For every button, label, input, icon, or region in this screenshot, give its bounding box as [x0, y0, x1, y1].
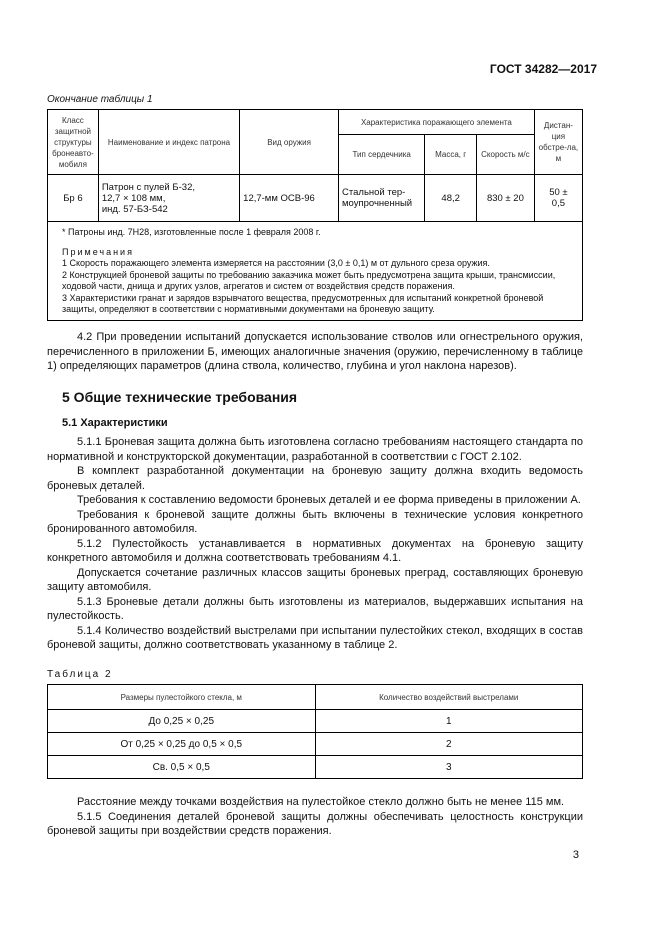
section-title: 5 Общие технические требования — [62, 389, 298, 405]
col-header-weapon: Вид оружия — [240, 110, 339, 175]
paragraph: 5.1.4 Количество воздействий выстрелами при испытании пулестойких стекол, входящих в состав броневой защиты, должно соответствовать указанному в таблице 2. — [47, 624, 583, 651]
cell-name-line: 12,7 × 108 мм, — [101, 192, 166, 204]
page-number: 3 — [572, 849, 579, 861]
cell-count: 1 — [315, 710, 583, 733]
section-body — [47, 435, 583, 653]
closing-text — [47, 795, 583, 839]
paragraph: Расстояние между точками воздействия на пулестойкое стекло должно быть не менее 115 мм. — [77, 796, 565, 808]
table-row — [48, 733, 583, 756]
note-2: 2 Конструкцией броневой защиты по требованию заказчика может быть предусмотрена защита крыши, трансмиссии, ходовой части, днища и других узлов, агрегатов и систем от воздействия средств поражения. — [62, 269, 556, 291]
cell-core-line: моупрочненный — [342, 198, 413, 209]
cell-name-line: инд. 57-БЗ-542 — [101, 203, 168, 215]
paragraph: В комплект разработанной документации на броневую защиту должна входить ведомость броневых деталей. — [47, 465, 583, 492]
table-notes — [48, 222, 583, 321]
table-row — [48, 756, 583, 779]
col-header-group: Характеристика поражающего элемента — [339, 110, 535, 135]
cell-distance-line: 0,5 — [551, 198, 566, 209]
paragraph: 5.1.3 Броневые детали должны быть изготовлены из материалов, выдержавших испытания на пулестойкость. — [47, 595, 583, 622]
document-header: ГОСТ 34282—2017 — [489, 62, 597, 76]
paragraph: Допускается сочетание различных классов защиты броневых преград, составляющих броневую защиту автомобиля. — [47, 566, 583, 593]
table-1 — [47, 109, 583, 321]
table1-caption: Окончание таблицы 1 — [47, 94, 153, 105]
cell-size: От 0,25 × 0,25 до 0,5 × 0,5 — [48, 733, 316, 756]
col-header-mass: Масса, г — [425, 135, 477, 175]
table-row — [48, 175, 583, 222]
cell-weapon: 12,7-мм ОСВ-96 — [240, 175, 339, 222]
paragraph: Требования к составлению ведомости броневых деталей и ее форма приведены в приложении А. — [77, 494, 581, 506]
table2-caption: Таблица 2 — [47, 669, 113, 680]
subsection-title: 5.1 Характеристики — [62, 417, 168, 429]
cell-core — [339, 175, 425, 222]
cell-core-line: Стальной тер- — [342, 187, 406, 198]
col-header-count: Количество воздействий выстрелами — [315, 685, 583, 710]
cell-distance — [534, 175, 582, 222]
cell-count: 3 — [315, 756, 583, 779]
cell-count: 2 — [315, 733, 583, 756]
paragraph: Требования к броневой защите должны быть включены в технические условия конкретного бронированного автомобиля. — [47, 508, 583, 535]
col-header-size: Размеры пулестойкого стекла, м — [48, 685, 316, 710]
cell-size: До 0,25 × 0,25 — [48, 710, 316, 733]
cell-speed: 830 ± 20 — [476, 175, 534, 222]
cell-name — [98, 175, 239, 222]
col-header-core: Тип сердечника — [339, 135, 425, 175]
note-1: 1 Скорость поражающего элемента измеряется на расстоянии (3,0 ± 0,1) м от дульного среза оружия. — [62, 258, 490, 268]
paragraph: 5.1.2 Пулестойкость устанавливается в нормативных документах на броневую защиту конкретного автомобиля и должна соответствовать требованиям 4.1. — [47, 537, 583, 564]
table-row — [48, 710, 583, 733]
cell-mass: 48,2 — [425, 175, 477, 222]
cell-name-line: Патрон с пулей Б-32, — [101, 181, 195, 193]
cell-size: Св. 0,5 × 0,5 — [48, 756, 316, 779]
paragraph-4-2: 4.2 При проведении испытаний допускается использование стволов или огнестрельного оружия, перечисленного в приложении Б, имеющих аналогичные значения (оружию, перечисленному в таблице 1) определяющих параметров (длина ствола, количество, глубина и угол наклона нарезов). — [47, 331, 583, 372]
note-3: 3 Характеристики гранат и зарядов взрывчатого вещества, предусмотренных для испытаний конкретной броневой защиты, определяют в соответствии с нормативными документами на броневую защиту. — [62, 292, 544, 314]
notes-title: Примечания — [62, 246, 134, 257]
paragraph: 5.1.1 Броневая защита должна быть изготовлена согласно требованиям настоящего стандарта по нормативной и конструкторской документации, разработанной в соответствии с ГОСТ 2.102. — [47, 436, 583, 463]
col-header-name: Наименование и индекс патрона — [98, 110, 239, 175]
col-header-class: Класс защитной структуры бронеавто-мобиля — [48, 110, 99, 175]
cell-class: Бр 6 — [48, 175, 99, 222]
col-header-speed: Скорость м/с — [476, 135, 534, 175]
footnote: * Патроны инд. 7Н28, изготовленные после 1 февраля 2008 г. — [62, 227, 321, 237]
table-2 — [47, 684, 583, 779]
cell-distance-line: 50 ± — [549, 187, 568, 198]
col-header-distance: Дистан-ция обстре-ла, м — [534, 110, 582, 175]
paragraph: 5.1.5 Соединения деталей броневой защиты должны обеспечивать целостность конструкции броневой защиты при воздействии средств поражения. — [47, 810, 583, 837]
